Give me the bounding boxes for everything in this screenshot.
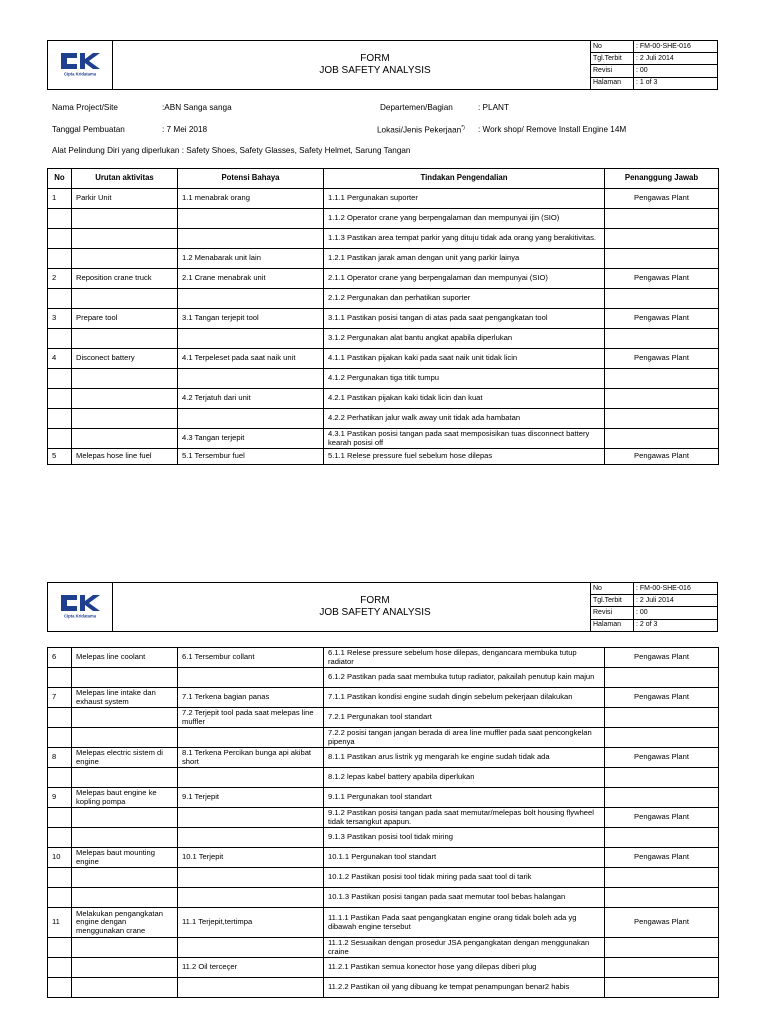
responsible-cell bbox=[605, 938, 719, 958]
project-label: Nama Project/Site bbox=[52, 103, 118, 112]
responsible-cell: Pengawas Plant bbox=[605, 688, 719, 708]
responsible-cell bbox=[605, 289, 719, 309]
row-number: 3 bbox=[48, 309, 72, 329]
hazard-cell: 11.1 Terjepit,tertimpa bbox=[178, 908, 324, 938]
table-row bbox=[48, 828, 719, 848]
row-number: 8 bbox=[48, 748, 72, 768]
responsible-cell bbox=[605, 768, 719, 788]
responsible-cell bbox=[605, 209, 719, 229]
row-number bbox=[48, 369, 72, 389]
row-number: 9 bbox=[48, 788, 72, 808]
row-number: 2 bbox=[48, 269, 72, 289]
activity-cell: Melepas baut engine ke kopling pompa bbox=[72, 788, 178, 808]
hazard-cell: 9.1 Terjepit bbox=[178, 788, 324, 808]
row-number: 7 bbox=[48, 688, 72, 708]
table-row bbox=[48, 788, 719, 808]
table-row bbox=[48, 249, 719, 269]
activity-cell bbox=[72, 938, 178, 958]
hazard-cell: 4.1 Terpeleset pada saat naik unit bbox=[178, 349, 324, 369]
hazard-cell bbox=[178, 868, 324, 888]
activity-cell: Melepas hose line fuel bbox=[72, 449, 178, 465]
row-number bbox=[48, 868, 72, 888]
row-number bbox=[48, 209, 72, 229]
activity-cell bbox=[72, 369, 178, 389]
row-number bbox=[48, 708, 72, 728]
control-cell: 1.1.3 Pastikan area tempat parkir yang dituju tidak ada orang yang berakitivitas. bbox=[324, 229, 605, 249]
control-cell: 10.1.1 Pergunakan tool standart bbox=[324, 848, 605, 868]
form-header-page1 bbox=[47, 40, 718, 90]
activity-cell bbox=[72, 868, 178, 888]
hazard-cell bbox=[178, 978, 324, 998]
hazard-cell bbox=[178, 668, 324, 688]
location-label bbox=[377, 125, 465, 135]
company-logo bbox=[48, 583, 113, 631]
activity-cell bbox=[72, 249, 178, 269]
department-label: Departemen/Bagian bbox=[380, 103, 453, 112]
control-cell: 4.2.2 Perhatikan jalur walk away unit tidak ada hambatan bbox=[324, 409, 605, 429]
logo-text: Cipta Kridatama bbox=[63, 613, 97, 619]
row-number bbox=[48, 229, 72, 249]
responsible-cell bbox=[605, 369, 719, 389]
meta-row bbox=[591, 77, 718, 89]
activity-cell bbox=[72, 389, 178, 409]
hazard-cell bbox=[178, 938, 324, 958]
meta-key: Revisi bbox=[591, 65, 634, 77]
activity-cell bbox=[72, 728, 178, 748]
responsible-cell bbox=[605, 229, 719, 249]
responsible-cell: Pengawas Plant bbox=[605, 908, 719, 938]
control-cell: 8.1.1 Pastikan arus listrik yg mengarah ke engine sudah tidak ada bbox=[324, 748, 605, 768]
control-cell: 6.1.1 Relese pressure sebelum hose dilepas, dengancara membuka tutup radiator bbox=[324, 648, 605, 668]
responsible-cell bbox=[605, 828, 719, 848]
hazard-cell bbox=[178, 888, 324, 908]
table-row bbox=[48, 369, 719, 389]
meta-key: Tgl.Terbit bbox=[591, 53, 634, 65]
doc-meta-table bbox=[590, 41, 717, 89]
activity-cell: Melepas line coolant bbox=[72, 648, 178, 668]
table-row bbox=[48, 888, 719, 908]
row-number bbox=[48, 429, 72, 449]
activity-cell: Melepas electric sistem di engine bbox=[72, 748, 178, 768]
responsible-cell: Pengawas Plant bbox=[605, 189, 719, 209]
meta-value: : FM-00-SHE-016 bbox=[634, 583, 718, 595]
logo-text: Cipta Kridatama bbox=[63, 71, 97, 77]
row-number bbox=[48, 938, 72, 958]
meta-row bbox=[591, 65, 718, 77]
row-number: 10 bbox=[48, 848, 72, 868]
control-cell: 1.2.1 Pastikan jarak aman dengan unit yang parkir lainya bbox=[324, 249, 605, 269]
row-number bbox=[48, 289, 72, 309]
activity-cell bbox=[72, 409, 178, 429]
responsible-cell bbox=[605, 868, 719, 888]
row-number bbox=[48, 768, 72, 788]
control-cell: 2.1.2 Pergunakan dan perhatikan suporter bbox=[324, 289, 605, 309]
hazard-cell: 6.1 Tersembur collant bbox=[178, 648, 324, 668]
hazard-cell: 3.1 Tangan terjepit tool bbox=[178, 309, 324, 329]
meta-row bbox=[591, 41, 718, 53]
doc-meta-table bbox=[590, 583, 717, 631]
row-number: 1 bbox=[48, 189, 72, 209]
hazard-cell bbox=[178, 369, 324, 389]
meta-row bbox=[591, 607, 718, 619]
location-label-text: Lokasi/Jenis Pekerjaan bbox=[377, 125, 462, 135]
control-cell: 11.2.1 Pastikan semua konector hose yang dilepas diberi plug bbox=[324, 958, 605, 978]
hazard-cell bbox=[178, 209, 324, 229]
control-cell: 10.1.2 Pastikan posisi tool tidak miring pada saat tool di tarik bbox=[324, 868, 605, 888]
table-row bbox=[48, 748, 719, 768]
page-number: : 2 of 3 bbox=[636, 621, 658, 629]
control-cell: 9.1.2 Pastikan posisi tangan pada saat memutar/melepas bolt housing flywheel tidak tersangkut apapun. bbox=[324, 808, 605, 828]
control-cell: 4.1.2 Pergunakan tiga titik tumpu bbox=[324, 369, 605, 389]
meta-value: : 2 Juli 2014 bbox=[634, 53, 718, 65]
hazard-cell bbox=[178, 409, 324, 429]
row-number bbox=[48, 329, 72, 349]
control-cell: 10.1.3 Pastikan posisi tangan pada saat memutar tool bebas halangan bbox=[324, 888, 605, 908]
col-no: No bbox=[48, 169, 72, 189]
table-row bbox=[48, 449, 719, 465]
responsible-cell bbox=[605, 788, 719, 808]
hazard-cell: 11.2 Oil terceçer bbox=[178, 958, 324, 978]
date-label: Tanggal Pembuatan bbox=[52, 125, 125, 134]
table-row bbox=[48, 409, 719, 429]
hazard-cell: 7.1 Terkena bagian panas bbox=[178, 688, 324, 708]
row-number bbox=[48, 409, 72, 429]
meta-value: : 00 bbox=[634, 607, 718, 619]
department-value: : PLANT bbox=[478, 103, 509, 112]
table-row bbox=[48, 768, 719, 788]
meta-key: Halaman bbox=[591, 619, 634, 631]
meta-key: Tgl.Terbit bbox=[591, 595, 634, 607]
control-cell: 7.2.2 posisi tangan jangan berada di area line muffler pada saat pencongkelan pipenya bbox=[324, 728, 605, 748]
table-row bbox=[48, 429, 719, 449]
hazard-cell: 5.1 Tersembur fuel bbox=[178, 449, 324, 465]
meta-key: No bbox=[591, 41, 634, 53]
activity-cell: Disconect battery bbox=[72, 349, 178, 369]
activity-cell bbox=[72, 429, 178, 449]
control-cell: 7.1.1 Pastikan kondisi engine sudah dingin sebelum pekerjaan dilakukan bbox=[324, 688, 605, 708]
responsible-cell: Pengawas Plant bbox=[605, 748, 719, 768]
control-cell: 9.1.3 Pastikan posisi tool tidak miring bbox=[324, 828, 605, 848]
activity-cell bbox=[72, 978, 178, 998]
control-cell: 4.3.1 Pastikan posisi tangan pada saat memposisikan tuas disconnect battery kearah posisi off bbox=[324, 429, 605, 449]
row-number bbox=[48, 808, 72, 828]
table-row bbox=[48, 289, 719, 309]
hazard-cell bbox=[178, 289, 324, 309]
company-logo bbox=[48, 41, 113, 89]
table-row bbox=[48, 189, 719, 209]
row-number bbox=[48, 958, 72, 978]
activity-cell: Parkir Unit bbox=[72, 189, 178, 209]
responsible-cell bbox=[605, 329, 719, 349]
responsible-cell bbox=[605, 958, 719, 978]
ck-logo-icon bbox=[57, 51, 103, 77]
table-header-row bbox=[48, 169, 719, 189]
activity-cell bbox=[72, 768, 178, 788]
col-hazard: Potensi Bahaya bbox=[178, 169, 324, 189]
col-activity: Urutan aktivitas bbox=[72, 169, 178, 189]
responsible-cell: Pengawas Plant bbox=[605, 309, 719, 329]
meta-row bbox=[591, 619, 718, 631]
responsible-cell: Pengawas Plant bbox=[605, 848, 719, 868]
row-number bbox=[48, 249, 72, 269]
row-number: 11 bbox=[48, 908, 72, 938]
control-cell: 11.1.2 Sesuaikan dengan prosedur JSA pengangkatan dengan menggunakan craine bbox=[324, 938, 605, 958]
hazard-cell: 4.2 Terjatuh dari unit bbox=[178, 389, 324, 409]
meta-key: Halaman bbox=[591, 77, 634, 89]
table-row bbox=[48, 389, 719, 409]
control-cell: 4.2.1 Pastikan pijakan kaki tidak licin dan kuat bbox=[324, 389, 605, 409]
table-row bbox=[48, 309, 719, 329]
responsible-cell: Pengawas Plant bbox=[605, 648, 719, 668]
table-row bbox=[48, 848, 719, 868]
control-cell: 5.1.1 Relese pressure fuel sebelum hose dilepas bbox=[324, 449, 605, 465]
date-value: : 7 Mei 2018 bbox=[162, 125, 208, 134]
table-row bbox=[48, 708, 719, 728]
form-title-line2: JOB SAFETY ANALYSIS bbox=[319, 607, 431, 618]
meta-row bbox=[591, 595, 718, 607]
meta-value: : 00 bbox=[634, 65, 718, 77]
table-row bbox=[48, 978, 719, 998]
jsa-table-page1 bbox=[47, 168, 719, 465]
responsible-cell bbox=[605, 249, 719, 269]
responsible-cell bbox=[605, 429, 719, 449]
row-number bbox=[48, 888, 72, 908]
activity-cell bbox=[72, 828, 178, 848]
form-title bbox=[112, 41, 638, 89]
row-number bbox=[48, 978, 72, 998]
form-title bbox=[112, 583, 638, 631]
table-row bbox=[48, 958, 719, 978]
activity-cell bbox=[72, 668, 178, 688]
table-row bbox=[48, 808, 719, 828]
activity-cell bbox=[72, 888, 178, 908]
hazard-cell: 8.1 Terkena Percikan bunga api akibat short bbox=[178, 748, 324, 768]
meta-key: Revisi bbox=[591, 607, 634, 619]
row-number: 5 bbox=[48, 449, 72, 465]
table-row bbox=[48, 908, 719, 938]
meta-value: : 2 Juli 2014 bbox=[634, 595, 718, 607]
row-number bbox=[48, 668, 72, 688]
control-cell: 1.1.2 Operator crane yang berpengalaman dan mempunyai ijin (SIO) bbox=[324, 209, 605, 229]
table-row bbox=[48, 209, 719, 229]
responsible-cell bbox=[605, 978, 719, 998]
responsible-cell: Pengawas Plant bbox=[605, 269, 719, 289]
location-value: : Work shop/ Remove Install Engine 14M bbox=[478, 125, 627, 134]
form-title-line2: JOB SAFETY ANALYSIS bbox=[319, 65, 431, 76]
hazard-cell bbox=[178, 728, 324, 748]
col-control: Tindakan Pengendalian bbox=[324, 169, 605, 189]
control-cell: 3.1.1 Pastikan posisi tangan di atas pada saat pengangkatan tool bbox=[324, 309, 605, 329]
hazard-cell: 4.3 Tangan terjepit bbox=[178, 429, 324, 449]
hazard-cell bbox=[178, 808, 324, 828]
row-number: 6 bbox=[48, 648, 72, 668]
activity-cell: Prepare tool bbox=[72, 309, 178, 329]
project-value: :ABN Sanga sanga bbox=[162, 103, 232, 112]
table-row bbox=[48, 668, 719, 688]
hazard-cell bbox=[178, 828, 324, 848]
row-number: 4 bbox=[48, 349, 72, 369]
control-cell: 9.1.1 Pergunakan tool standart bbox=[324, 788, 605, 808]
meta-row bbox=[591, 583, 718, 595]
hazard-cell: 10.1 Terjepit bbox=[178, 848, 324, 868]
table-row bbox=[48, 229, 719, 249]
control-cell: 11.1.1 Pastikan Pada saat pengangkatan engine orang tidak boleh ada yg dibawah engine tersebut bbox=[324, 908, 605, 938]
row-number bbox=[48, 728, 72, 748]
activity-cell: Melepas baut mounting engine bbox=[72, 848, 178, 868]
activity-cell bbox=[72, 808, 178, 828]
form-title-line1: FORM bbox=[360, 53, 390, 64]
location-footnote: *) bbox=[461, 125, 465, 131]
hazard-cell: 7.2 Terjepit tool pada saat melepas line muffler bbox=[178, 708, 324, 728]
activity-cell bbox=[72, 958, 178, 978]
control-cell: 8.1.2 lepas kabel battery apabila diperlukan bbox=[324, 768, 605, 788]
table-row bbox=[48, 269, 719, 289]
hazard-cell bbox=[178, 768, 324, 788]
responsible-cell: Pengawas Plant bbox=[605, 449, 719, 465]
control-cell: 11.2.2 Pastikan oil yang dibuang ke tempat penampungan benar2 habis bbox=[324, 978, 605, 998]
hazard-cell bbox=[178, 329, 324, 349]
responsible-cell bbox=[605, 888, 719, 908]
activity-cell: Melepas line intake dan exhaust system bbox=[72, 688, 178, 708]
hazard-cell: 1.2 Menabarak unit lain bbox=[178, 249, 324, 269]
ppe-required: Alat Pelindung Diri yang diperlukan : Safety Shoes, Safety Glasses, Safety Helmet, Sarung Tangan bbox=[52, 146, 411, 155]
hazard-cell: 1.1 menabrak orang bbox=[178, 189, 324, 209]
ck-logo-icon bbox=[57, 593, 103, 619]
table-row bbox=[48, 728, 719, 748]
meta-value: : FM-00-SHE-016 bbox=[634, 41, 718, 53]
activity-cell bbox=[72, 329, 178, 349]
control-cell: 6.1.2 Pastikan pada saat membuka tutup radiator, pakailah penutup kain majun bbox=[324, 668, 605, 688]
activity-cell bbox=[72, 708, 178, 728]
meta-row bbox=[591, 53, 718, 65]
table-row bbox=[48, 349, 719, 369]
form-title-line1: FORM bbox=[360, 595, 390, 606]
table-row bbox=[48, 688, 719, 708]
hazard-cell bbox=[178, 229, 324, 249]
responsible-cell bbox=[605, 389, 719, 409]
activity-cell bbox=[72, 229, 178, 249]
responsible-cell bbox=[605, 728, 719, 748]
meta-key: No bbox=[591, 583, 634, 595]
hazard-cell: 2.1 Crane menabrak unit bbox=[178, 269, 324, 289]
col-responsible: Penanggung Jawab bbox=[605, 169, 719, 189]
responsible-cell bbox=[605, 668, 719, 688]
control-cell: 4.1.1 Pastikan pijakan kaki pada saat naik unit tidak licin bbox=[324, 349, 605, 369]
responsible-cell: Pengawas Plant bbox=[605, 808, 719, 828]
page-number: : 1 of 3 bbox=[636, 79, 658, 87]
activity-cell: Reposition crane truck bbox=[72, 269, 178, 289]
table-row bbox=[48, 868, 719, 888]
responsible-cell bbox=[605, 409, 719, 429]
jsa-table-page2 bbox=[47, 647, 719, 998]
table-row bbox=[48, 648, 719, 668]
activity-cell bbox=[72, 209, 178, 229]
control-cell: 7.2.1 Pergunakan tool standart bbox=[324, 708, 605, 728]
control-cell: 3.1.2 Pergunakan alat bantu angkat apabila diperlukan bbox=[324, 329, 605, 349]
table-row bbox=[48, 938, 719, 958]
responsible-cell: Pengawas Plant bbox=[605, 349, 719, 369]
activity-cell bbox=[72, 289, 178, 309]
activity-cell: Melakukan pengangkatan engine dengan menggunakan crane bbox=[72, 908, 178, 938]
responsible-cell bbox=[605, 708, 719, 728]
control-cell: 1.1.1 Pergunakan suporter bbox=[324, 189, 605, 209]
table-row bbox=[48, 329, 719, 349]
control-cell: 2.1.1 Operator crane yang berpengalaman dan mempunyai (SIO) bbox=[324, 269, 605, 289]
row-number bbox=[48, 389, 72, 409]
form-header-page2 bbox=[47, 582, 718, 632]
row-number bbox=[48, 828, 72, 848]
